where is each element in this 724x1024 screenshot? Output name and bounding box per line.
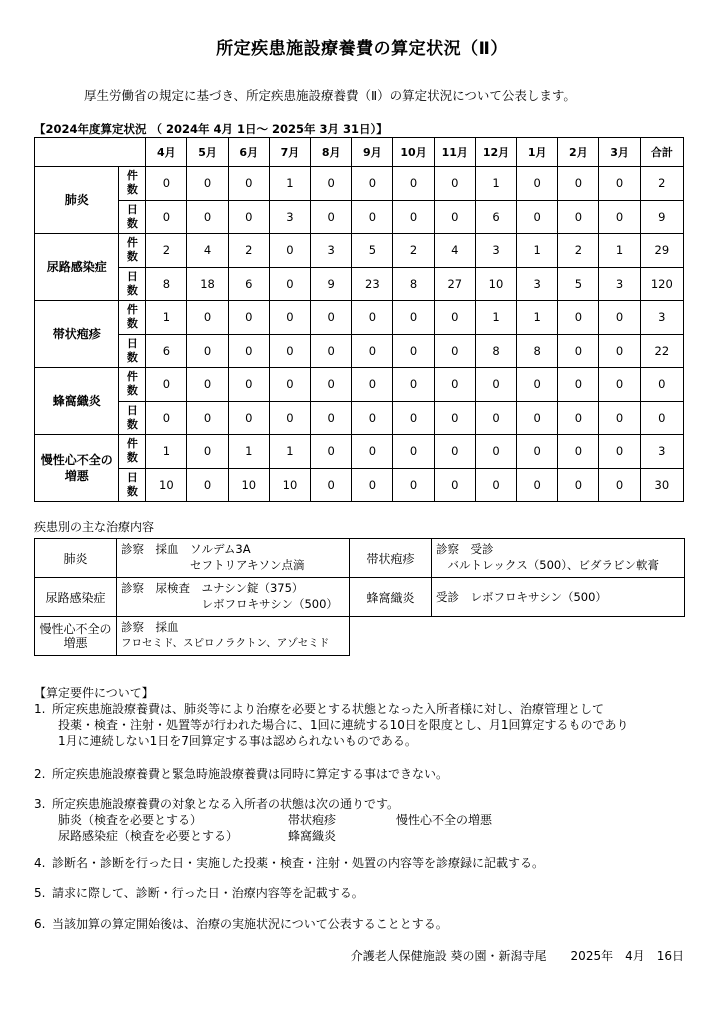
table-cell: 0 [228,200,269,234]
month-header: 合計 [640,138,683,167]
table-cell: 2 [558,234,599,268]
table-cell: 3 [640,301,683,335]
table-cell: 1 [269,435,310,469]
disease-row-count [35,234,684,268]
table-cell: 0 [187,334,228,368]
table-cell: 1 [146,301,187,335]
table-cell: 8 [517,334,558,368]
disease-name: 帯状疱疹 [35,301,119,368]
table-cell: 9 [640,200,683,234]
table-cell: 0 [434,167,475,201]
table-cell: 0 [269,334,310,368]
table-cell: 0 [599,200,640,234]
month-header: 12月 [475,138,516,167]
table-cell: 3 [517,267,558,301]
table-cell: 0 [517,401,558,435]
treatment-content: 診察 採血 ソルデム3A セフトリアキソン点滴 [117,539,350,578]
treatments-title: 疾患別の主な治療内容 [34,520,155,534]
table-cell: 30 [640,468,683,502]
table-cell: 0 [187,167,228,201]
row-kind-label: 件 数 [119,301,146,335]
table-cell: 0 [434,435,475,469]
table-cell: 0 [393,401,434,435]
table-cell: 0 [517,468,558,502]
table-cell: 0 [393,435,434,469]
table-cell: 1 [475,301,516,335]
table-cell: 1 [517,234,558,268]
table-cell: 0 [146,167,187,201]
table-cell: 9 [311,267,352,301]
month-header: 4月 [146,138,187,167]
table-cell: 5 [558,267,599,301]
treatment-content: 診察 受診 バルトレックス（500）、ビダラビン軟膏 [432,539,685,578]
row-kind-label: 件 数 [119,435,146,469]
table-cell: 0 [517,200,558,234]
table-cell: 4 [434,234,475,268]
table-cell: 3 [640,435,683,469]
month-header: 1月 [517,138,558,167]
table-cell: 0 [599,167,640,201]
table-cell: 27 [434,267,475,301]
table-cell: 0 [640,368,683,402]
disease-row-days [35,468,684,502]
eligible-condition: 蜂窩織炎 [288,829,337,843]
table-cell: 0 [269,368,310,402]
table-cell: 0 [434,368,475,402]
table-cell: 0 [187,200,228,234]
table-cell: 0 [640,401,683,435]
table-cell: 2 [228,234,269,268]
period-label: 【2024年度算定状況 （ 2024年 4月 1日～ 2025年 3月 31日）】 [34,122,388,136]
table-cell: 1 [269,167,310,201]
table-cell: 2 [640,167,683,201]
row-kind-label: 件 数 [119,368,146,402]
table-cell: 0 [311,334,352,368]
table-cell: 0 [517,368,558,402]
month-header: 11月 [434,138,475,167]
table-cell: 0 [599,301,640,335]
table-cell: 0 [269,301,310,335]
disease-row-count [35,368,684,402]
requirements-title: 【算定要件について】 [34,686,154,700]
treatment-name: 帯状疱疹 [350,539,432,578]
table-cell: 10 [269,468,310,502]
table-cell: 0 [228,401,269,435]
table-cell: 0 [311,301,352,335]
treatment-content: 診察 採血 フロセミド、スピロノラクトン、アゾセミド [117,617,350,656]
requirement-item: 3. 所定疾患施設療養費の対象となる入所者の状態は次の通りです。 肺炎（検査を必要とする） 帯状疱疹 慢性心不全の増悪 尿路感染症（検査を必要とする） 蜂窩織炎 [34,797,493,843]
table-cell: 0 [352,167,393,201]
table-cell: 0 [475,368,516,402]
table-cell: 0 [311,200,352,234]
disease-row-days [35,401,684,435]
table-cell: 1 [228,435,269,469]
table-cell: 0 [352,468,393,502]
table-cell: 18 [187,267,228,301]
disease-name: 慢性心不全の 増悪 [35,435,119,502]
table-cell: 0 [599,468,640,502]
table-cell: 0 [393,301,434,335]
calculation-status-table [34,137,684,502]
requirement-item: 5. 請求に際して、診断・行った日・治療内容等を記載する。 [34,886,364,900]
table-cell: 0 [146,368,187,402]
table-cell: 0 [352,334,393,368]
row-kind-label: 件 数 [119,167,146,201]
table-cell: 0 [311,468,352,502]
table-cell: 0 [434,301,475,335]
table-cell: 6 [146,334,187,368]
eligible-condition: 慢性心不全の増悪 [396,813,493,827]
table-cell: 10 [475,267,516,301]
table-cell: 0 [311,401,352,435]
row-kind-label: 件 数 [119,234,146,268]
page-title: 所定疾患施設療養費の算定状況（Ⅱ） [216,39,508,59]
disease-name: 蜂窩織炎 [35,368,119,435]
table-cell: 0 [269,267,310,301]
table-cell: 0 [393,468,434,502]
table-cell: 10 [146,468,187,502]
intro-text: 厚生労働省の規定に基づき、所定疾患施設療養費（Ⅱ）の算定状況について公表します。 [84,88,576,103]
table-cell: 0 [599,368,640,402]
month-header: 5月 [187,138,228,167]
table-cell: 0 [311,435,352,469]
month-header: 6月 [228,138,269,167]
table-cell: 0 [558,435,599,469]
eligible-condition: 尿路感染症（検査を必要とする） [58,829,239,843]
treatment-content: 受診 レボフロキサシン（500） [432,578,685,617]
row-kind-label: 日 数 [119,401,146,435]
table-cell: 3 [599,267,640,301]
disease-row-count [35,301,684,335]
table-cell: 0 [517,167,558,201]
requirement-item: 1. 所定疾患施設療養費は、肺炎等により治療を必要とする状態となった入所者様に対し、治療管理として 投薬・検査・注射・処置等が行われた場合に、1回に連続する10日を限度とし、月1回算定するものであり 1月に連続しない1日を7回算定する事は認められないものである。 [34,702,629,748]
table-cell: 6 [228,267,269,301]
table-cell: 0 [434,200,475,234]
table-cell: 0 [599,401,640,435]
disease-row-days [35,200,684,234]
disease-row-count [35,435,684,469]
disease-row-days [35,267,684,301]
table-cell: 120 [640,267,683,301]
month-header-row [35,138,684,167]
requirement-item: 6. 当該加算の算定開始後は、治療の実施状況について公表することとする。 [34,917,448,931]
table-cell: 23 [352,267,393,301]
table-cell: 0 [352,401,393,435]
table-cell: 22 [640,334,683,368]
month-header: 3月 [599,138,640,167]
table-cell: 2 [393,234,434,268]
table-cell: 29 [640,234,683,268]
table-cell: 1 [146,435,187,469]
treatment-name: 慢性心不全の 増悪 [35,617,117,656]
table-cell: 5 [352,234,393,268]
table-cell: 0 [393,200,434,234]
table-cell: 0 [352,435,393,469]
treatment-name: 蜂窩織炎 [350,578,432,617]
table-cell: 0 [352,301,393,335]
table-cell: 0 [146,200,187,234]
table-cell: 0 [228,167,269,201]
table-cell: 0 [434,334,475,368]
table-cell: 1 [599,234,640,268]
table-cell: 0 [187,468,228,502]
row-kind-label: 日 数 [119,267,146,301]
eligible-condition: 帯状疱疹 [288,813,337,827]
table-cell: 8 [146,267,187,301]
treatment-name: 尿路感染症 [35,578,117,617]
disease-name: 肺炎 [35,167,119,234]
table-cell: 0 [269,401,310,435]
table-cell: 4 [187,234,228,268]
table-cell: 2 [146,234,187,268]
table-cell: 0 [558,167,599,201]
table-cell: 0 [517,435,558,469]
table-cell: 0 [393,167,434,201]
table-cell: 0 [187,368,228,402]
table-cell: 0 [352,200,393,234]
disease-name: 尿路感染症 [35,234,119,301]
table-cell: 0 [558,368,599,402]
table-cell: 0 [228,368,269,402]
eligible-condition: 肺炎（検査を必要とする） [58,813,203,827]
treatment-content: 診察 尿検査 ユナシン錠（375） レボフロキサシン（500） [117,578,350,617]
month-header: 2月 [558,138,599,167]
footer-facility-date: 介護老人保健施設 葵の園・新潟寺尾 2025年 4月 16日 [350,949,684,963]
table-cell: 0 [146,401,187,435]
month-header: 7月 [269,138,310,167]
table-cell: 0 [228,334,269,368]
table-cell: 0 [352,368,393,402]
treatment-name: 肺炎 [35,539,117,578]
table-cell: 3 [475,234,516,268]
table-cell: 0 [558,200,599,234]
month-header: 9月 [352,138,393,167]
table-cell: 0 [434,401,475,435]
table-cell: 0 [311,167,352,201]
requirement-item: 4. 診断名・診断を行った日・実施した投薬・検査・注射・処置の内容等を診療録に記載する。 [34,856,545,870]
table-cell: 3 [269,200,310,234]
disease-row-days [35,334,684,368]
table-cell: 8 [393,267,434,301]
row-kind-label: 日 数 [119,200,146,234]
row-kind-label: 日 数 [119,334,146,368]
row-kind-label: 日 数 [119,468,146,502]
table-cell: 10 [228,468,269,502]
month-header: 8月 [311,138,352,167]
table-cell: 3 [311,234,352,268]
table-cell: 8 [475,334,516,368]
table-cell: 0 [558,334,599,368]
table-cell: 0 [475,468,516,502]
table-cell: 0 [558,401,599,435]
treatments-table [34,538,685,656]
table-cell: 0 [434,468,475,502]
table-cell: 0 [187,435,228,469]
requirement-item: 2. 所定疾患施設療養費と緊急時施設療養費は同時に算定する事はできない。 [34,767,449,781]
table-cell: 6 [475,200,516,234]
table-cell: 1 [475,167,516,201]
table-cell: 0 [393,334,434,368]
table-cell: 0 [393,368,434,402]
table-cell: 0 [269,234,310,268]
table-cell: 0 [599,334,640,368]
table-cell: 0 [475,401,516,435]
table-cell: 0 [311,368,352,402]
disease-row-count [35,167,684,201]
header-blank [35,138,146,167]
table-cell: 0 [558,468,599,502]
month-header: 10月 [393,138,434,167]
table-cell: 0 [228,301,269,335]
table-cell: 0 [187,301,228,335]
table-cell: 0 [558,301,599,335]
table-cell: 0 [599,435,640,469]
table-cell: 0 [475,435,516,469]
table-cell: 0 [187,401,228,435]
table-cell: 1 [517,301,558,335]
